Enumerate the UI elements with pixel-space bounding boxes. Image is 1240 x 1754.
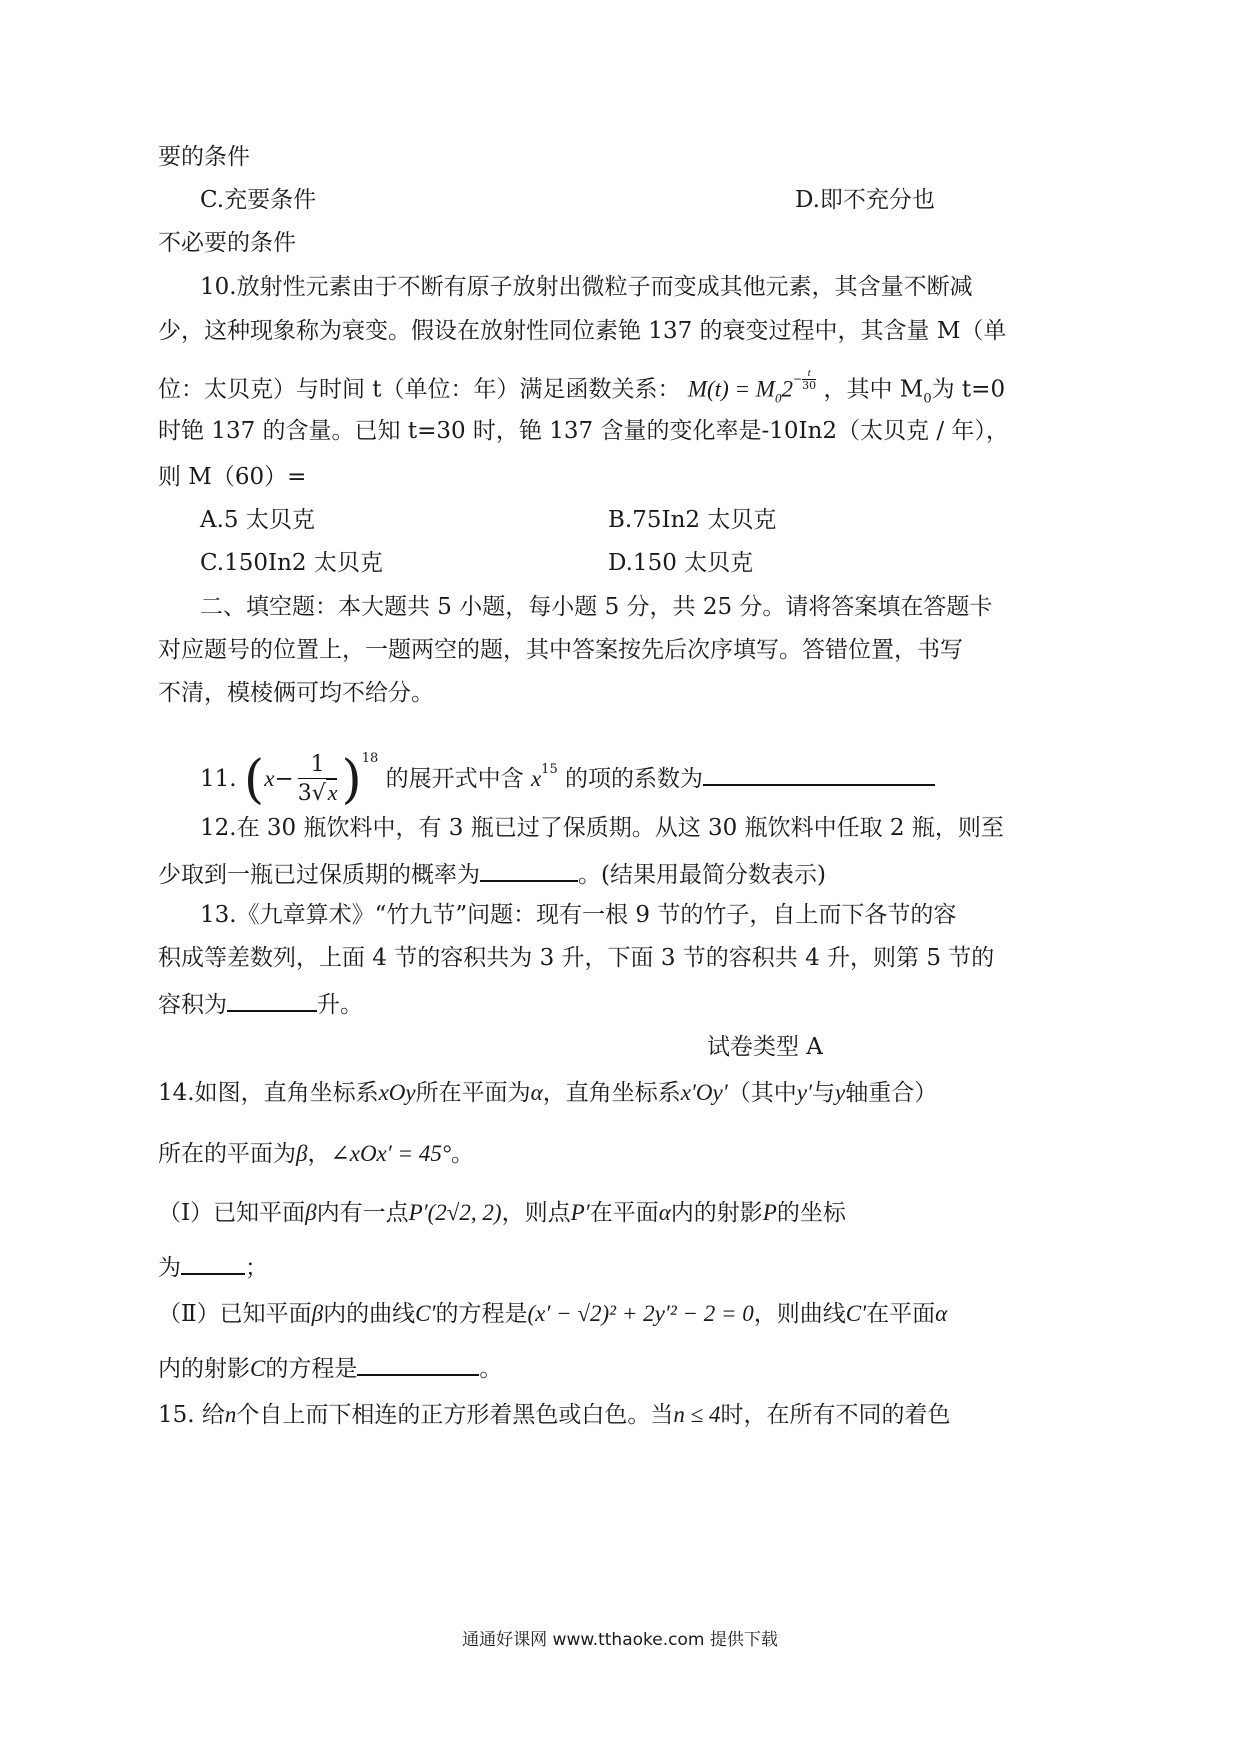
q14-p2d: C′ [415, 1301, 436, 1326]
q11-x: x [264, 766, 275, 791]
q13-answer-blank [227, 984, 317, 1012]
q13-line2: 积成等差数列，上面 4 节的容积共为 3 升，下面 3 节的容积共 4 升，则第 5 节的 [158, 945, 995, 971]
q11-fraction [298, 752, 338, 808]
q11-text2: 的项的系数为 [565, 766, 704, 792]
section2-line3: 不清，模棱俩可均不给分。 [158, 680, 434, 706]
q14-p2f: (x′ − √2)² + 2y′² − 2 = 0 [527, 1301, 754, 1326]
q14-p1i: 内的射影 [670, 1200, 763, 1226]
q14-part1-line1 [158, 1196, 846, 1230]
q11-power: 18 [361, 751, 379, 766]
q10-line3-text-b: ，其中 M [823, 376, 924, 403]
q14-p1l2a: 为 [158, 1255, 181, 1281]
page-footer: 通通好课网 www.tthaoke.com 提供下载 [462, 1630, 778, 1650]
q15-d: n ≤ 4 [673, 1402, 721, 1427]
q14-p1c: 内有一点 [316, 1200, 409, 1226]
q13-line3-text: 容积为 [158, 992, 227, 1018]
q12-line2-text-b: 。(结果用最简分数表示) [578, 862, 826, 888]
q9-line3: 不必要的条件 [158, 230, 296, 256]
q11-right-paren: ) [341, 750, 362, 810]
q10-line1: 10.放射性元素由于不断有原子放射出微粒子而变成其他元素，其含量不断减 [200, 274, 973, 300]
q14-p1f: P′ [570, 1200, 590, 1225]
paper-type-label: 试卷类型 A [707, 1034, 823, 1060]
q14-line1 [158, 1076, 937, 1110]
q11-term-power: 15 [541, 762, 558, 777]
q14-l1c: 所在平面为 [415, 1080, 531, 1106]
q11-frac-den-coef: 3 [297, 781, 312, 806]
q10-line4: 时铯 137 的含量。已知 t=30 时，铯 137 含量的变化率是-10In2（太贝克 / 年）， [158, 418, 1009, 444]
q15-b: n [224, 1402, 237, 1427]
q14-l1g: （其中 [727, 1080, 797, 1106]
q14-p1k: 的坐标 [776, 1200, 846, 1226]
section2-line1: 二、填空题：本大题共 5 小题，每小题 5 分，共 25 分。请将答案填在答题卡 [200, 594, 993, 620]
q14-l1f: x′Oy′ [680, 1080, 728, 1105]
q14-l1a: 14.如图，直角坐标系 [158, 1080, 379, 1106]
q14-l1e: ，直角坐标系 [542, 1080, 681, 1106]
q10-line3-text-c: 为 t=0 [931, 376, 1006, 403]
q11-frac-num: 1 [298, 752, 338, 779]
q11-number: 11. [200, 766, 237, 792]
q14-part2-answer-blank [357, 1348, 479, 1376]
q10-option-d: D.150 太贝克 [608, 550, 754, 576]
q11-sqrt-sign: √ [311, 781, 326, 806]
q10-m0-sub: 0 [923, 391, 932, 407]
q14-part2-line2 [158, 1348, 502, 1386]
q14-p1h: α [658, 1200, 671, 1225]
q10-line5: 则 M（60）= [158, 464, 307, 490]
q14-l1i: 与 [812, 1080, 836, 1106]
q14-p2a: （Ⅱ）已知平面 [158, 1301, 312, 1327]
q14-p1a: （Ⅰ）已知平面 [158, 1200, 306, 1226]
q14-p2l2a: 内的射影 [158, 1356, 250, 1382]
q14-l1k: 轴重合） [845, 1080, 938, 1106]
q14-l2b: β [296, 1141, 308, 1166]
q15-line1 [158, 1398, 951, 1432]
q14-p2e: 的方程是 [435, 1301, 528, 1327]
q12-answer-blank [480, 854, 578, 882]
q14-line2 [158, 1137, 474, 1171]
q10-option-a: A.5 太贝克 [200, 507, 315, 533]
q14-part1-answer-blank [181, 1247, 245, 1275]
q10-line2: 少，这种现象称为衰变。假设在放射性同位素铯 137 的衰变过程中，其含量 M（单 [158, 318, 1007, 344]
q14-l1j: y [835, 1080, 846, 1105]
q13-line3-text-b: 升。 [317, 992, 363, 1018]
q14-p2b: β [311, 1301, 324, 1326]
q14-p2h: C′ [845, 1301, 867, 1326]
q9-line1: 要的条件 [158, 144, 250, 170]
q10-formula-lhs: M(t) = M [687, 376, 775, 402]
q14-p2c: 内的曲线 [323, 1301, 416, 1327]
q14-p2l2b: C [250, 1356, 266, 1381]
q10-line3 [158, 368, 1005, 417]
q14-l2a: 所在的平面为 [158, 1141, 296, 1167]
q14-p2j: α [935, 1301, 948, 1326]
q10-formula-exponent: − $\frac{t}{30}$ [792, 367, 817, 392]
q12-line1: 12.在 30 瓶饮料中，有 3 瓶已过了保质期。从这 30 瓶饮料中任取 2 瓶，则至 [200, 815, 1004, 841]
q14-p1d: P′(2√2, 2) [408, 1200, 502, 1225]
q10-exp-num: t [802, 368, 816, 380]
q9-option-c: C.充要条件 [200, 187, 317, 213]
q14-p2g: ，则曲线 [753, 1301, 846, 1327]
q14-p1g: 在平面 [589, 1200, 659, 1226]
q13-line3 [158, 984, 363, 1022]
q11-frac-den [298, 779, 338, 808]
q14-l2c: ， [307, 1141, 331, 1167]
q14-p1b: β [305, 1200, 317, 1225]
q11-minus: − [274, 766, 294, 792]
q14-l1b: xOy [378, 1080, 416, 1105]
q14-part2-line1 [158, 1297, 947, 1331]
q14-p2l2c: 的方程是 [265, 1356, 358, 1382]
q11-frac-den-rad: x [327, 780, 338, 805]
q11-line [200, 728, 935, 810]
q10-formula-base: 2 [781, 376, 793, 402]
section2-line2: 对应题号的位置上，一题两空的题，其中答案按先后次序填写。答错位置，书写 [158, 637, 963, 663]
q10-exp-den: 30 [802, 379, 817, 392]
q14-l1h: y′ [796, 1080, 813, 1105]
q12-line2-text: 少取到一瓶已过保质期的概率为 [158, 862, 480, 888]
q14-p1e: ，则点 [501, 1200, 571, 1226]
q10-option-b: B.75In2 太贝克 [608, 507, 777, 533]
q14-p1j: P [762, 1200, 777, 1225]
q14-l2e: 。 [451, 1141, 475, 1167]
q9-option-d: D.即不充分也 [795, 187, 935, 213]
q14-l1d: α [530, 1080, 543, 1105]
q14-p1l2b: ； [245, 1255, 268, 1281]
q14-p2i: 在平面 [866, 1301, 936, 1327]
q14-part1-line2 [158, 1247, 268, 1285]
q15-c: 个自上而下相连的正方形着黑色或白色。当 [236, 1402, 674, 1428]
q14-l2d: ∠xOx′ = 45° [330, 1141, 452, 1166]
q13-line1: 13.《九章算术》“竹九节”问题：现有一根 9 节的竹子，自上而下各节的容 [200, 902, 957, 928]
q10-formula-sub: 0 [774, 390, 782, 406]
q10-line3-text: 位：太贝克）与时间 t（单位：年）满足函数关系： [158, 376, 681, 403]
q15-a: 15. 给 [158, 1402, 225, 1428]
q11-term: x [530, 766, 542, 791]
q14-p2l2d: 。 [479, 1356, 503, 1382]
q12-line2 [158, 854, 826, 892]
q11-text1: 的展开式中含 [385, 766, 524, 792]
q11-left-paren: ( [243, 750, 265, 810]
q11-answer-blank [703, 758, 935, 786]
q10-option-c: C.150In2 太贝克 [200, 550, 383, 576]
q15-e: 时，在所有不同的着色 [720, 1402, 951, 1428]
